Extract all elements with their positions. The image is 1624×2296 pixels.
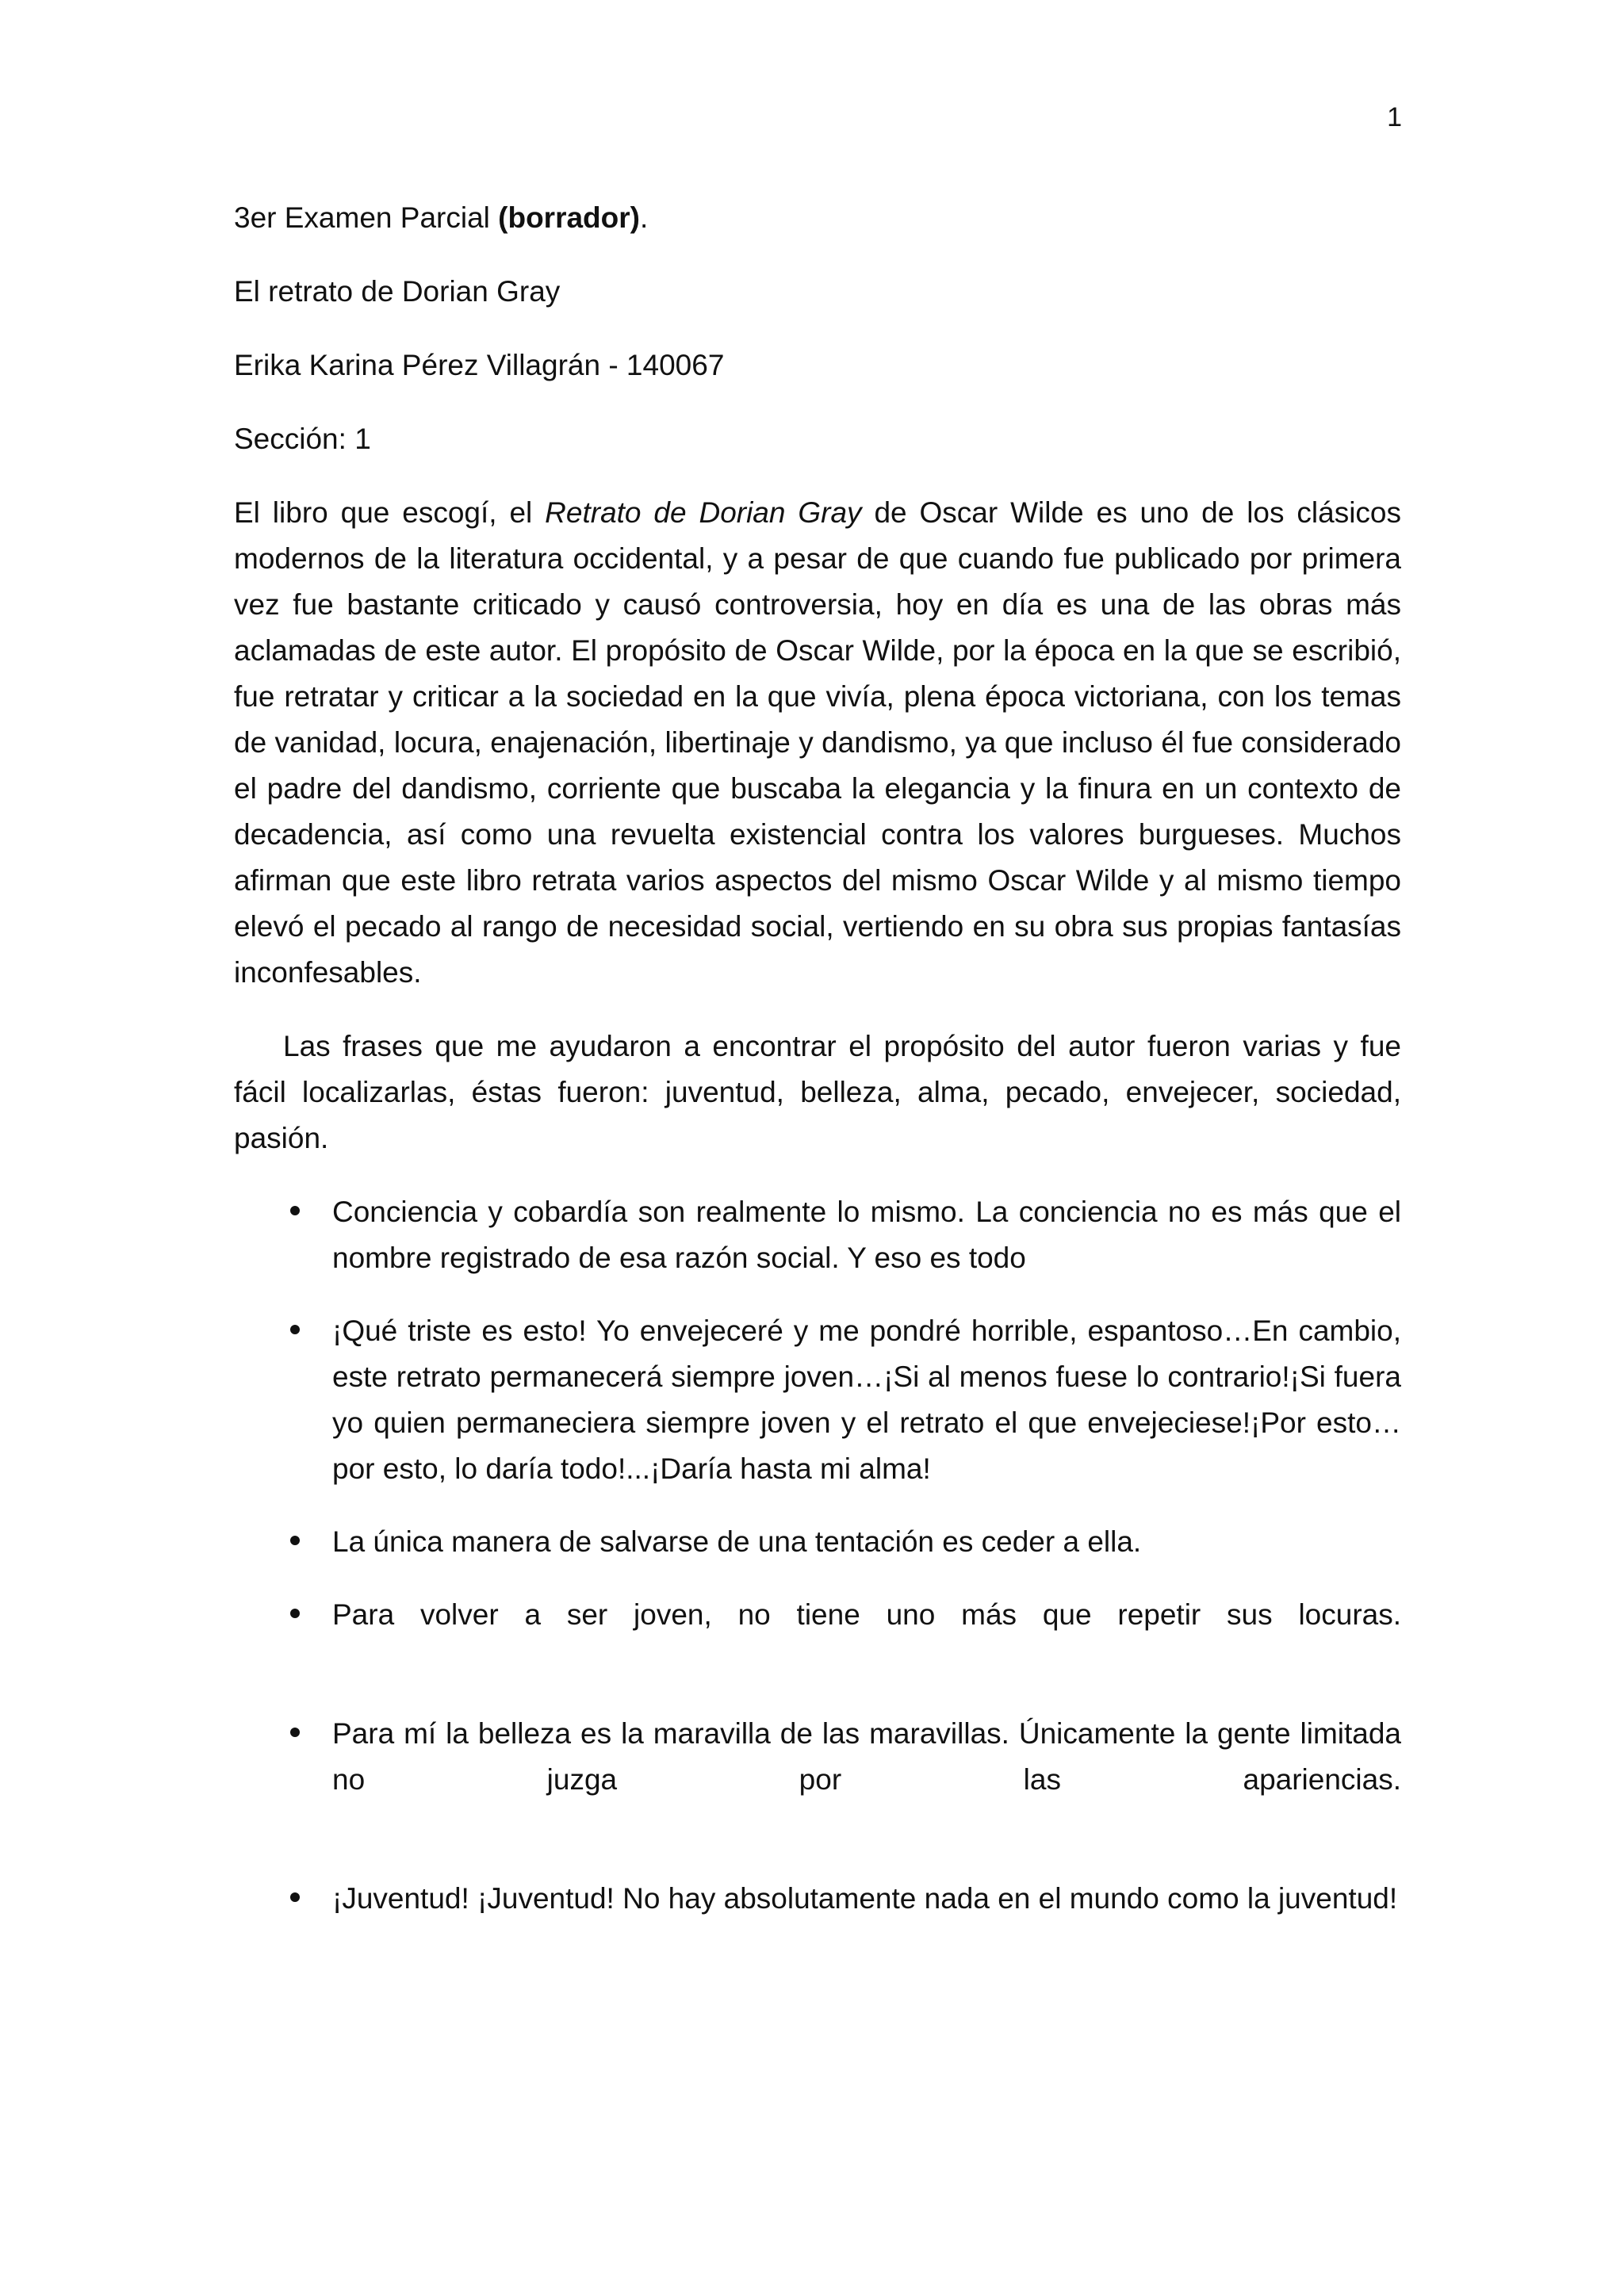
exam-title-period: . — [639, 201, 649, 234]
exam-title — [234, 195, 1401, 241]
quote-text: Para volver a ser joven, no tiene uno más que repetir sus locuras. — [332, 1598, 1401, 1631]
quote-list-item — [234, 1189, 1401, 1281]
intro-paragraph-part-1: El libro que escogí, el — [234, 496, 546, 529]
document-content — [234, 195, 1401, 1949]
page-number: 1 — [1387, 102, 1402, 132]
bullet-icon — [290, 1206, 300, 1215]
quote-list-item — [234, 1592, 1401, 1638]
bullet-icon — [290, 1536, 300, 1545]
quote-list-item — [234, 1308, 1401, 1492]
bullet-icon — [290, 1609, 300, 1618]
book-title: El retrato de Dorian Gray — [234, 275, 561, 308]
intro-paragraph-part-2: de Oscar Wilde es uno de los clásicos modernos de la literatura occidental, y a pesar de que cuando fue publicado por primera vez fue bastante criticado y causó controversia, hoy en día es una de las obras más aclamadas de este autor. El propósito de Oscar Wilde, por la época en la que se escribió, fue retratar y criticar a la sociedad en la que vivía, plena época victoriana, con los temas de vanidad, locura, enajenación, libertinaje y dandismo, ya que incluso él fue considerado el padre del dandismo, corriente que buscaba la elegancia y la finura en un contexto de decadencia, así como una revuelta existencial contra los valores burgueses. Muchos afirman que este libro retrata varios aspectos del mismo Oscar Wilde y al mismo tiempo elevó el pecado al rango de necesidad social, vertiendo en su obra sus propias fantasías inconfesables. — [234, 496, 1401, 989]
quote-list-item — [234, 1711, 1401, 1803]
quote-text: ¡Qué triste es esto! Yo envejeceré y me pondré horrible, espantoso…En cambio, este retrato permanecerá siempre joven…¡Si al menos fuese lo contrario!¡Si fuera yo quien permaneciera siempre joven y el retrato el que envejeciese!¡Por esto… por esto, lo daría todo!...¡Daría hasta mi alma! — [332, 1314, 1401, 1485]
quote-text: Para mí la belleza es la maravilla de las maravillas. Únicamente la gente limitada no juzga por las apariencias. — [332, 1717, 1401, 1796]
author-line: Erika Karina Pérez Villagrán - 140067 — [234, 349, 725, 381]
intro-paragraph — [234, 490, 1401, 996]
exam-title-text: 3er Examen Parcial — [234, 201, 499, 234]
quote-list-item — [234, 1876, 1401, 1922]
section-line: Sección: 1 — [234, 423, 371, 455]
phrases-paragraph: Las frases que me ayudaron a encontrar el propósito del autor fueron varias y fue fácil localizarlas, éstas fueron: juventud, belleza, alma, pecado, envejecer, sociedad, pasión. — [234, 1030, 1401, 1154]
bullet-icon — [290, 1892, 300, 1902]
quote-list — [234, 1189, 1401, 1922]
bullet-icon — [290, 1728, 300, 1737]
quote-text: ¡Juventud! ¡Juventud! No hay absolutamente nada en el mundo como la juventud! — [332, 1882, 1398, 1915]
quote-text: Conciencia y cobardía son realmente lo mismo. La conciencia no es más que el nombre registrado de esa razón social. Y eso es todo — [332, 1196, 1401, 1274]
quote-text: La única manera de salvarse de una tentación es ceder a ella. — [332, 1525, 1142, 1558]
draft-label: (borrador) — [498, 201, 640, 234]
intro-paragraph-book-title: Retrato de Dorian Gray — [545, 496, 862, 529]
quote-list-item — [234, 1519, 1401, 1565]
bullet-icon — [290, 1325, 300, 1334]
